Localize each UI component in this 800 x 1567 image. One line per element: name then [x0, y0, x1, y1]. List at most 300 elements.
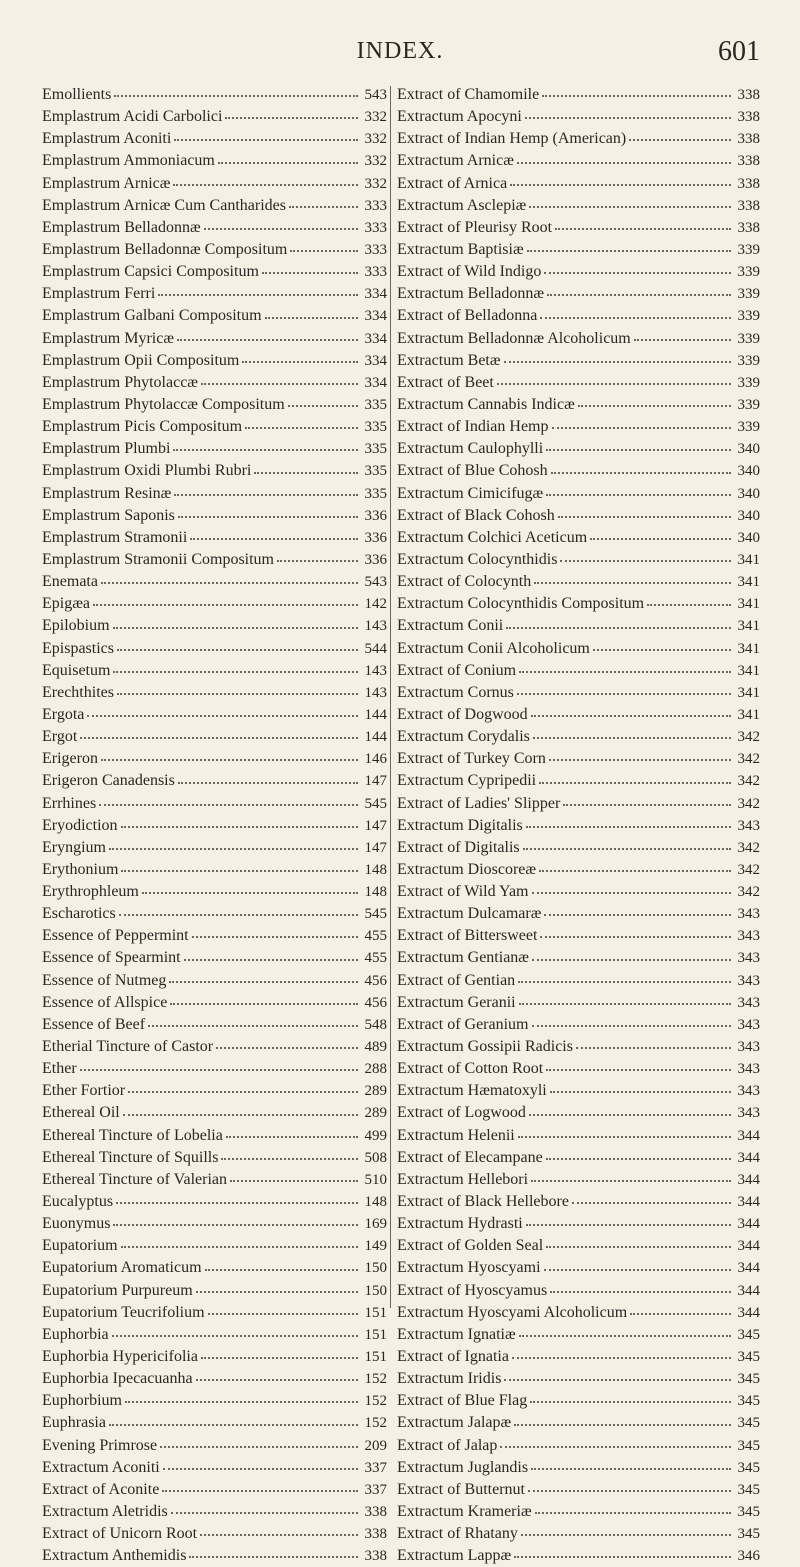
dot-leader: [174, 494, 358, 496]
index-term: Extract of Ignatia: [397, 1348, 509, 1366]
index-entry: [397, 1036, 760, 1058]
index-page-number: 338: [737, 87, 760, 103]
index-term: Extractum Gentianæ: [397, 949, 529, 967]
dot-leader: [101, 759, 358, 761]
index-page-number: 344: [737, 1304, 760, 1321]
index-term: Extract of Jalap: [397, 1436, 498, 1454]
index-page-number: 338: [364, 1526, 387, 1543]
index-page-number: 345: [737, 1326, 760, 1343]
dot-leader: [216, 1047, 358, 1049]
dot-leader: [549, 759, 731, 761]
dot-leader: [163, 1468, 358, 1470]
index-page-number: 338: [737, 131, 760, 148]
index-term: Emplastrum Picis Compositum: [42, 418, 243, 436]
dot-leader: [290, 250, 358, 252]
index-term: Emplastrum Stramonii Compositum: [42, 550, 274, 568]
index-page-number: 152: [364, 1393, 387, 1410]
index-page-number: 338: [737, 219, 760, 236]
index-page-number: 543: [364, 87, 387, 103]
index-term: Extractum Belladonnæ: [397, 285, 545, 303]
index-page-number: 340: [737, 507, 760, 524]
index-entry: [397, 615, 760, 637]
index-page-number: 455: [364, 928, 387, 945]
dot-leader: [225, 117, 358, 119]
index-entry: [397, 1479, 760, 1501]
index-entry: [397, 1080, 760, 1102]
index-entry: [397, 173, 760, 195]
index-entry: [42, 328, 387, 350]
index-term: Eupatorium Purpureum: [42, 1281, 193, 1299]
index-term: Extract of Indian Hemp (American): [397, 130, 627, 148]
index-term: Emplastrum Aconiti: [42, 130, 172, 148]
index-term: Extractum Hellebori: [397, 1170, 529, 1188]
index-term: Extract of Hyoscyamus: [397, 1281, 548, 1299]
dot-leader: [530, 1401, 731, 1403]
index-term: Extract of Turkey Corn: [397, 750, 546, 768]
index-term: Extract of Arnica: [397, 174, 508, 192]
dot-leader: [523, 848, 731, 850]
index-term: Extract of Chamomile: [397, 86, 540, 103]
index-term: Extractum Krameriæ: [397, 1503, 532, 1520]
index-entry: [42, 549, 387, 571]
index-entry: [397, 1346, 760, 1368]
index-term: Extract of Digitalis: [397, 838, 520, 856]
dot-leader: [529, 206, 731, 208]
index-page-number: 548: [364, 1016, 387, 1033]
index-page-number: 342: [737, 884, 760, 901]
index-entry: [397, 128, 760, 150]
dot-leader: [546, 449, 731, 451]
index-entry: [42, 1280, 387, 1302]
index-entry: [42, 239, 387, 261]
index-page-number: 344: [737, 1260, 760, 1277]
index-term: Extractum Cypripedii: [397, 772, 537, 790]
index-page-number: 332: [364, 131, 387, 148]
index-page-number: 337: [364, 1481, 387, 1498]
index-page-number: 336: [364, 529, 387, 546]
index-entry: [397, 150, 760, 172]
page-header: [0, 38, 800, 78]
index-term: Extractum Arnicæ: [397, 152, 514, 170]
index-term: Extractum Baptisiæ: [397, 240, 524, 258]
dot-leader: [590, 538, 731, 540]
index-entry: [397, 815, 760, 837]
dot-leader: [546, 1069, 731, 1071]
dot-leader: [544, 1269, 731, 1271]
index-entry: [42, 372, 387, 394]
index-entry: [42, 1324, 387, 1346]
dot-leader: [200, 1534, 358, 1536]
index-entry: [42, 261, 387, 283]
dot-leader: [221, 1158, 358, 1160]
index-entry: [42, 1147, 387, 1169]
index-page-number: 345: [737, 1415, 760, 1432]
index-page-number: 344: [737, 1216, 760, 1233]
dot-leader: [558, 516, 731, 518]
dot-leader: [125, 1401, 358, 1403]
index-page-number: 333: [364, 219, 387, 236]
index-term: Extractum Asclepiæ: [397, 196, 527, 214]
dot-leader: [519, 1335, 731, 1337]
index-term: Extract of Conium: [397, 661, 517, 679]
dot-leader: [532, 959, 731, 961]
index-term: Extract of Rhatany: [397, 1525, 518, 1543]
index-entry: [42, 903, 387, 925]
dot-leader: [647, 604, 731, 606]
dot-leader: [535, 1512, 731, 1514]
index-term: Emplastrum Myricæ: [42, 329, 174, 347]
index-term: Essence of Nutmeg: [42, 971, 167, 989]
dot-leader: [500, 1446, 731, 1448]
index-term: Eupatorium Aromaticum: [42, 1259, 202, 1277]
index-term: Essence of Allspice: [42, 993, 168, 1011]
index-entry: [42, 173, 387, 195]
index-term: Extract of Belladonna: [397, 307, 538, 325]
index-entry: [397, 394, 760, 416]
index-page-number: 344: [737, 1149, 760, 1166]
index-page-number: 152: [364, 1415, 387, 1432]
dot-leader: [533, 737, 731, 739]
index-page-number: 147: [364, 773, 387, 790]
index-term: Emplastrum Phytolaccæ: [42, 373, 198, 391]
dot-leader: [531, 715, 731, 717]
index-term: Extract of Unicorn Root: [42, 1525, 198, 1543]
index-entry: [397, 372, 760, 394]
index-term: Extractum Lappæ: [397, 1547, 512, 1565]
index-term: Extractum Colchici Aceticum: [397, 528, 588, 546]
index-entry: [42, 704, 387, 726]
index-term: Extract of Black Cohosh: [397, 506, 555, 524]
index-term: Extractum Iridis: [397, 1370, 502, 1388]
dot-leader: [277, 560, 358, 562]
index-page-number: 341: [737, 618, 760, 635]
index-term: Extractum Hyoscyami Alcoholicum: [397, 1303, 628, 1321]
index-page-number: 341: [737, 551, 760, 568]
dot-leader: [218, 162, 358, 164]
dot-leader: [526, 1224, 731, 1226]
index-entry: [42, 1390, 387, 1412]
index-entry: [397, 106, 760, 128]
index-entry: [397, 925, 760, 947]
index-entry: [397, 350, 760, 372]
index-page-number: 345: [737, 1481, 760, 1498]
dot-leader: [109, 848, 358, 850]
dot-leader: [192, 936, 358, 938]
dot-leader: [542, 95, 731, 97]
dot-leader: [527, 250, 731, 252]
index-term: Extract of Wild Indigo: [397, 263, 542, 281]
index-page-number: 332: [364, 109, 387, 126]
index-term: Extract of Golden Seal: [397, 1237, 544, 1255]
dot-leader: [519, 671, 731, 673]
index-page-number: 340: [737, 463, 760, 480]
dot-leader: [629, 139, 731, 141]
index-entry: [397, 305, 760, 327]
index-term: Ether Fortior: [42, 1082, 126, 1100]
index-term: Emplastrum Oxidi Plumbi Rubri: [42, 462, 252, 480]
page-number: 601: [718, 36, 760, 67]
dot-leader: [555, 228, 731, 230]
index-page-number: 456: [364, 972, 387, 989]
index-page-number: 345: [737, 1393, 760, 1410]
dot-leader: [113, 627, 358, 629]
index-entry: [397, 527, 760, 549]
index-page-number: 344: [737, 1194, 760, 1211]
index-entry: [42, 527, 387, 549]
dot-leader: [112, 1335, 358, 1337]
index-page-number: 339: [737, 308, 760, 325]
index-entry: [397, 283, 760, 305]
dot-leader: [544, 914, 731, 916]
index-entry: [397, 947, 760, 969]
index-term: Extractum Hyoscyami: [397, 1259, 541, 1277]
index-term: Extractum Apocyni: [397, 108, 522, 126]
dot-leader: [529, 1114, 731, 1116]
index-page-number: 343: [737, 928, 760, 945]
index-page-number: 289: [364, 1105, 387, 1122]
index-page-number: 288: [364, 1061, 387, 1078]
index-entry: [42, 1257, 387, 1279]
index-term: Extractum Hæmatoxyli: [397, 1082, 547, 1100]
dot-leader: [519, 1003, 731, 1005]
dot-leader: [205, 1269, 358, 1271]
index-entry: [42, 1368, 387, 1390]
index-entry: [397, 1523, 760, 1545]
dot-leader: [531, 1180, 731, 1182]
dot-leader: [230, 1180, 358, 1182]
index-page-number: 341: [737, 596, 760, 613]
index-entry: [42, 615, 387, 637]
index-page-number: 334: [364, 286, 387, 303]
index-entry: [42, 947, 387, 969]
dot-leader: [504, 361, 731, 363]
dot-leader: [526, 826, 731, 828]
index-term: Eryodiction: [42, 816, 118, 834]
index-term: Extractum Aletridis: [42, 1503, 168, 1520]
index-entry: [42, 1080, 387, 1102]
index-entry: [42, 992, 387, 1014]
index-term: Erigeron: [42, 750, 98, 768]
index-entry: [42, 859, 387, 881]
dot-leader: [563, 804, 731, 806]
index-term: Erigeron Canadensis: [42, 772, 175, 790]
index-term: Extractum Geranii: [397, 993, 516, 1011]
index-entry: [397, 638, 760, 660]
index-term: Extract of Black Hellebore: [397, 1193, 569, 1211]
index-entry: [42, 748, 387, 770]
index-entry: [42, 1036, 387, 1058]
index-page-number: 510: [364, 1171, 387, 1188]
index-page-number: 545: [364, 906, 387, 923]
index-term: Euphorbia: [42, 1325, 109, 1343]
dot-leader: [546, 494, 731, 496]
dot-leader: [245, 427, 358, 429]
dot-leader: [289, 206, 358, 208]
dot-leader: [593, 649, 731, 651]
dot-leader: [550, 1291, 731, 1293]
dot-leader: [158, 294, 358, 296]
dot-leader: [514, 1556, 731, 1558]
index-entry: [42, 1523, 387, 1545]
index-page-number: 340: [737, 485, 760, 502]
dot-leader: [170, 1003, 358, 1005]
dot-leader: [552, 427, 732, 429]
index-term: Emplastrum Phytolaccæ Compositum: [42, 395, 285, 413]
index-entry: [397, 1213, 760, 1235]
index-page-number: 334: [364, 308, 387, 325]
index-entry: [42, 682, 387, 704]
dot-leader: [178, 516, 358, 518]
index-page-number: 341: [737, 662, 760, 679]
index-term: Emplastrum Ferri: [42, 285, 156, 303]
dot-leader: [531, 1468, 731, 1470]
index-page-number: 143: [364, 684, 387, 701]
index-page-number: 333: [364, 241, 387, 258]
dot-leader: [514, 1424, 731, 1426]
index-entry: [42, 1125, 387, 1147]
index-term: Extractum Digitalis: [397, 816, 523, 834]
index-entry: [397, 1014, 760, 1036]
index-term: Extract of Bittersweet: [397, 927, 538, 945]
index-entry: [42, 128, 387, 150]
dot-leader: [184, 959, 358, 961]
index-page-number: 343: [737, 906, 760, 923]
index-entry: [42, 726, 387, 748]
index-page-number: 344: [737, 1171, 760, 1188]
index-term: Extractum Dulcamaræ: [397, 905, 542, 923]
index-entry: [42, 505, 387, 527]
index-term: Emollients: [42, 86, 112, 103]
index-term: Extract of Pleurisy Root: [397, 218, 553, 236]
index-entry: [397, 704, 760, 726]
index-term: Extractum Aconiti: [42, 1458, 160, 1476]
index-page-number: 343: [737, 994, 760, 1011]
dot-leader: [572, 1202, 731, 1204]
index-term: Emplastrum Acidi Carbolici: [42, 108, 223, 126]
index-page-number: 489: [364, 1039, 387, 1056]
index-term: Extractum Conii: [397, 617, 504, 635]
index-term: Erythonium: [42, 860, 119, 878]
index-entry: [42, 881, 387, 903]
index-page-number: 508: [364, 1149, 387, 1166]
index-entry: [42, 1014, 387, 1036]
index-term: Extractum Juglandis: [397, 1458, 529, 1476]
dot-leader: [80, 737, 358, 739]
index-page-number: 345: [737, 1526, 760, 1543]
index-term: Epilobium: [42, 617, 110, 635]
index-entry: [397, 1169, 760, 1191]
index-term: Escharotics: [42, 905, 116, 923]
index-entry: [42, 1545, 387, 1567]
index-term: Eupatorium Teucrifolium: [42, 1303, 205, 1321]
index-entry: [42, 1435, 387, 1457]
index-term: Emplastrum Belladonnæ Compositum: [42, 240, 288, 258]
index-entry: [397, 84, 760, 106]
index-term: Erythrophleum: [42, 883, 139, 901]
dot-leader: [142, 892, 358, 894]
index-entry: [397, 549, 760, 571]
index-page-number: 152: [364, 1371, 387, 1388]
index-entry: [397, 1412, 760, 1434]
index-term: Extract of Ladies' Slipper: [397, 794, 561, 812]
dot-leader: [540, 317, 731, 319]
index-entry: [42, 84, 387, 106]
index-page-number: 338: [737, 153, 760, 170]
index-page-number: 335: [364, 441, 387, 458]
index-term: Essence of Peppermint: [42, 927, 189, 945]
index-page-number: 146: [364, 751, 387, 768]
page-title: INDEX.: [356, 38, 444, 64]
index-term: Extract of Aconite: [42, 1480, 160, 1498]
index-entry: [42, 1302, 387, 1324]
index-page-number: 339: [737, 374, 760, 391]
index-page-number: 335: [364, 463, 387, 480]
index-entry: [397, 1102, 760, 1124]
index-page-number: 143: [364, 618, 387, 635]
index-page-number: 147: [364, 839, 387, 856]
index-entry: [397, 1058, 760, 1080]
index-page-number: 342: [737, 861, 760, 878]
dot-leader: [576, 1047, 731, 1049]
index-page-number: 149: [364, 1238, 387, 1255]
index-term: Emplastrum Arnicæ Cum Cantharides: [42, 196, 286, 214]
dot-leader: [226, 1136, 358, 1138]
index-page-number: 346: [737, 1548, 760, 1565]
index-entry: [397, 261, 760, 283]
index-page-number: 343: [737, 1061, 760, 1078]
dot-leader: [128, 1091, 358, 1093]
dot-leader: [101, 582, 358, 584]
dot-leader: [119, 914, 358, 916]
index-page-number: 289: [364, 1083, 387, 1100]
index-term: Emplastrum Plumbi: [42, 440, 171, 458]
index-page-number: 499: [364, 1127, 387, 1144]
index-term: Emplastrum Belladonnæ: [42, 218, 201, 236]
index-page-number: 345: [737, 1459, 760, 1476]
dot-leader: [171, 1512, 358, 1514]
index-term: Equisetum: [42, 661, 111, 679]
index-term: Emplastrum Arnicæ: [42, 174, 171, 192]
index-entry: [42, 660, 387, 682]
index-entry: [397, 1302, 760, 1324]
index-term: Extract of Colocynth: [397, 573, 532, 591]
dot-leader: [121, 1246, 358, 1248]
index-entry: [397, 1235, 760, 1257]
index-page-number: 332: [364, 153, 387, 170]
index-entry: [42, 1102, 387, 1124]
index-page-number: 333: [364, 264, 387, 281]
index-term: Euphorbia Ipecacuanha: [42, 1370, 193, 1388]
index-page-number: 342: [737, 795, 760, 812]
index-entry: [42, 638, 387, 660]
index-page-number: 333: [364, 197, 387, 214]
index-term: Extract of Butternut: [397, 1480, 525, 1498]
dot-leader: [512, 1357, 731, 1359]
index-page-number: 338: [737, 109, 760, 126]
index-page-number: 343: [737, 1105, 760, 1122]
index-page-number: 338: [737, 197, 760, 214]
index-entry: [42, 837, 387, 859]
dot-leader: [517, 162, 731, 164]
dot-leader: [506, 627, 731, 629]
index-term: Emplastrum Capsici Compositum: [42, 263, 259, 281]
index-entry: [397, 793, 760, 815]
dot-leader: [121, 870, 358, 872]
index-entry: [42, 195, 387, 217]
index-entry: [397, 1324, 760, 1346]
dot-leader: [546, 1158, 731, 1160]
index-term: Extract of Blue Flag: [397, 1392, 528, 1410]
